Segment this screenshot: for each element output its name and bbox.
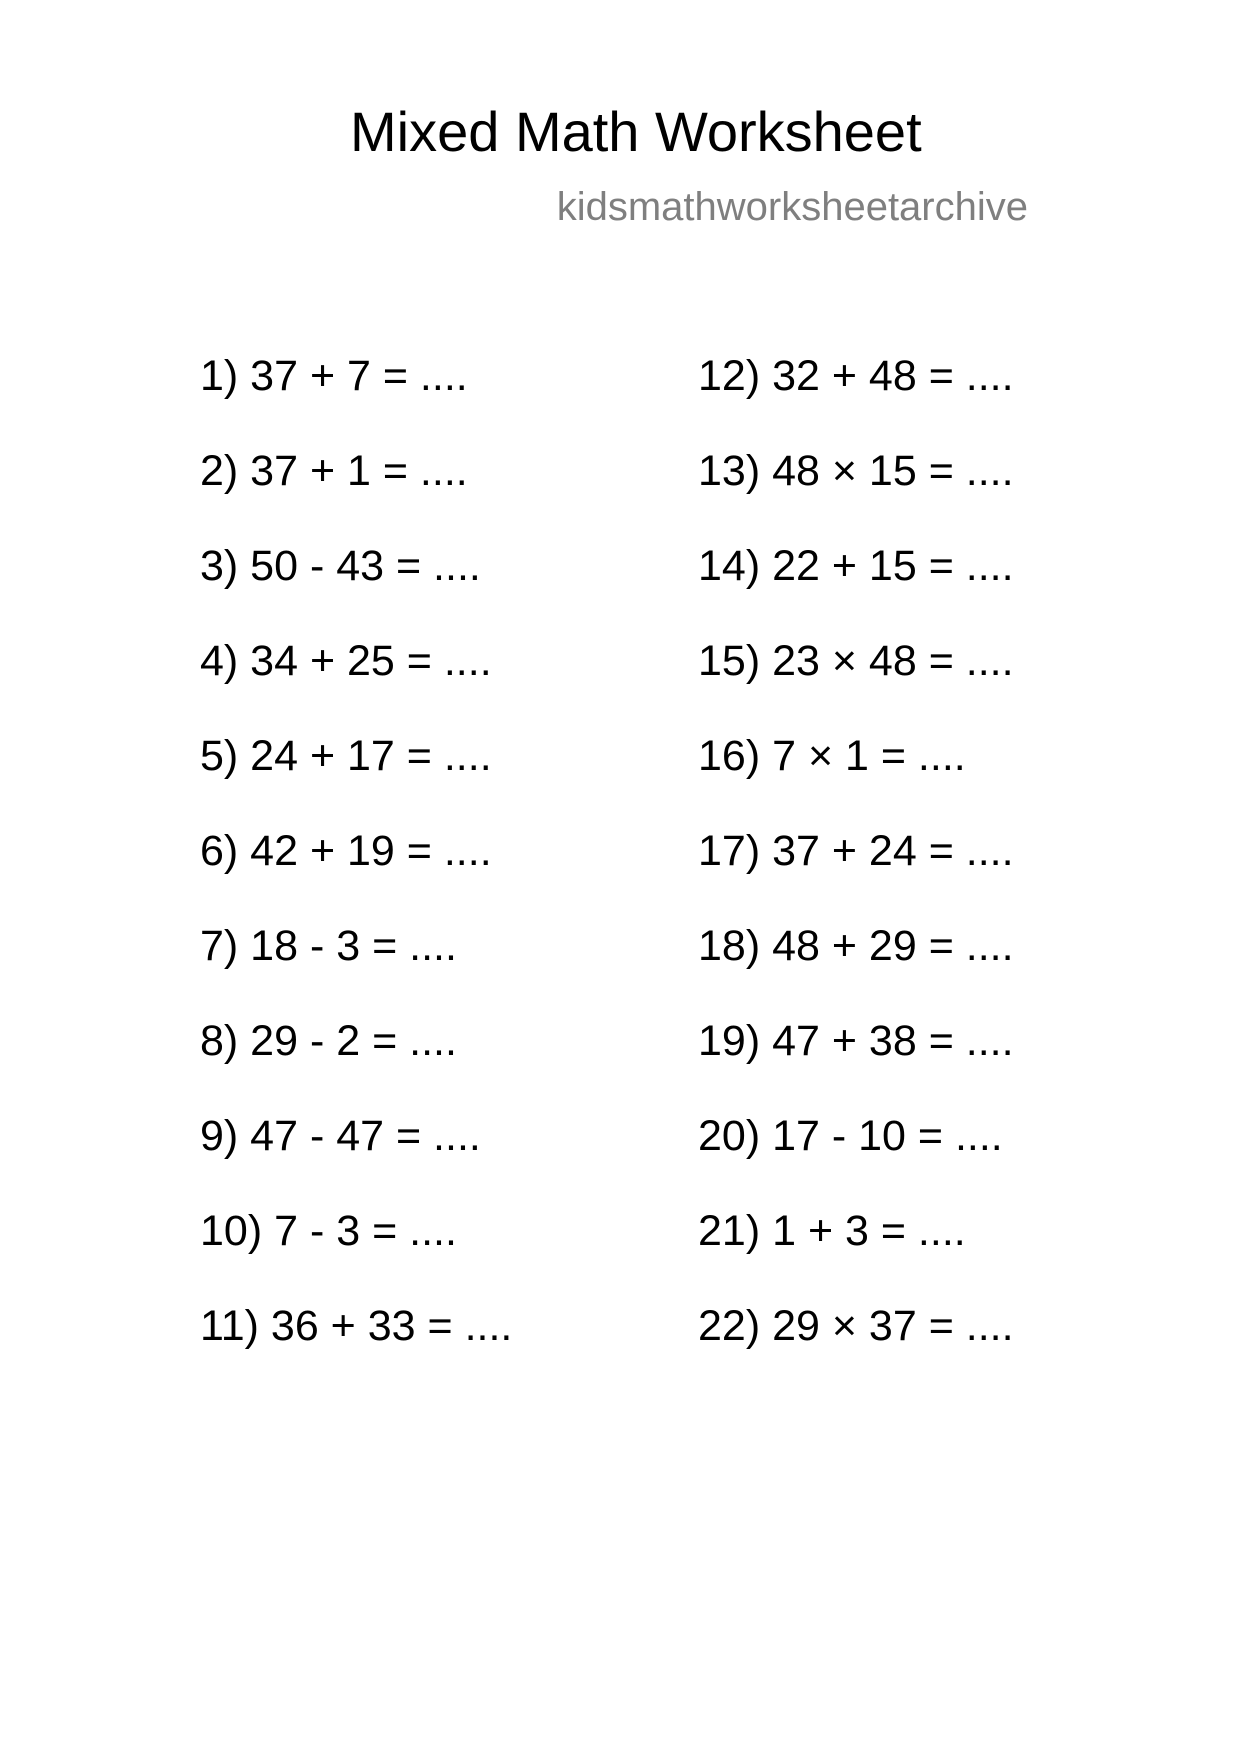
problem-14: 14) 22 + 15 = .... xyxy=(698,542,1014,590)
problem-12: 12) 32 + 48 = .... xyxy=(698,352,1014,400)
problem-22: 22) 29 × 37 = .... xyxy=(698,1302,1014,1350)
problems-left-column xyxy=(200,346,512,1391)
problem-20: 20) 17 - 10 = .... xyxy=(698,1112,1003,1160)
problem-9: 9) 47 - 47 = .... xyxy=(200,1112,481,1160)
problem-5: 5) 24 + 17 = .... xyxy=(200,732,492,780)
worksheet-subtitle: kidsmathworksheetarchive xyxy=(556,185,1028,229)
problems-right-column xyxy=(698,346,1014,1391)
problem-7: 7) 18 - 3 = .... xyxy=(200,922,457,970)
problem-19: 19) 47 + 38 = .... xyxy=(698,1017,1014,1065)
problem-15: 15) 23 × 48 = .... xyxy=(698,637,1014,685)
problem-1: 1) 37 + 7 = .... xyxy=(200,352,468,400)
problem-16: 16) 7 × 1 = .... xyxy=(698,732,966,780)
problem-21: 21) 1 + 3 = .... xyxy=(698,1207,966,1255)
problem-17: 17) 37 + 24 = .... xyxy=(698,827,1014,875)
problem-18: 18) 48 + 29 = .... xyxy=(698,922,1014,970)
problem-3: 3) 50 - 43 = .... xyxy=(200,542,481,590)
worksheet-title: Mixed Math Worksheet xyxy=(350,100,922,163)
problem-13: 13) 48 × 15 = .... xyxy=(698,447,1014,495)
problem-10: 10) 7 - 3 = .... xyxy=(200,1207,457,1255)
problem-2: 2) 37 + 1 = .... xyxy=(200,447,468,495)
problem-4: 4) 34 + 25 = .... xyxy=(200,637,492,685)
problem-6: 6) 42 + 19 = .... xyxy=(200,827,492,875)
problem-11: 11) 36 + 33 = .... xyxy=(200,1302,513,1350)
problem-8: 8) 29 - 2 = .... xyxy=(200,1017,457,1065)
